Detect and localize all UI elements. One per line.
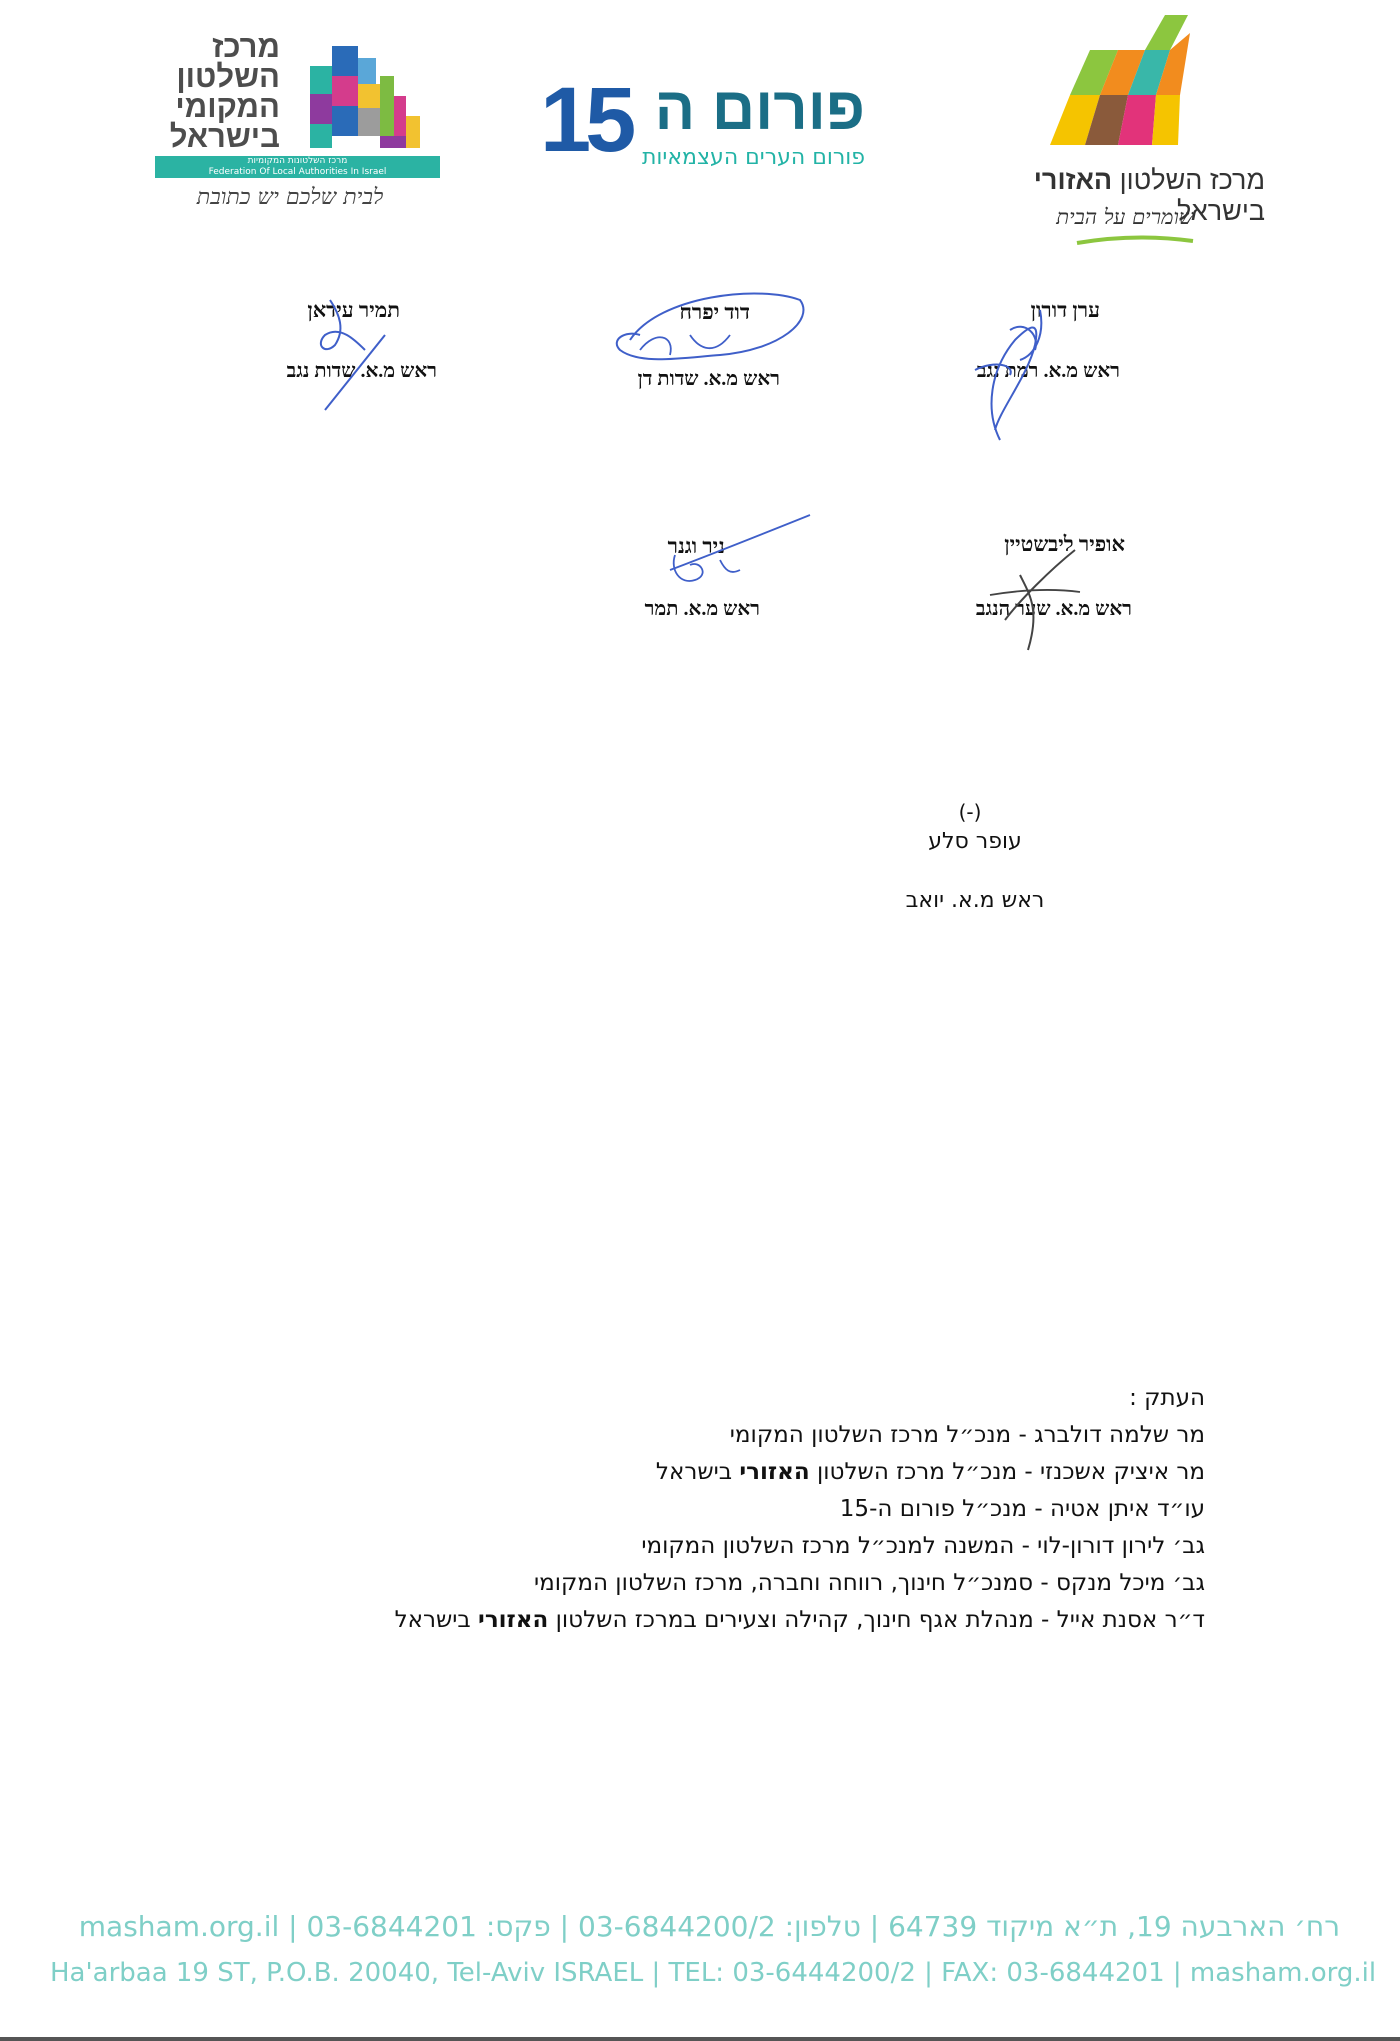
handwritten-signature: [580, 280, 820, 400]
handwritten-signature: [245, 290, 445, 420]
signatory-role: ראש מ.א. רמת נגב: [976, 360, 1120, 382]
signature-block: [600, 510, 820, 630]
bottom-rule: [0, 2037, 1400, 2041]
cc-text: מר איציק אשכנזי - מנכ״ל מרכז השלטון: [809, 1459, 1205, 1485]
cc-text: בישראל: [394, 1607, 479, 1633]
book-graphic: [1030, 15, 1200, 155]
signatory-name: ערן דורון: [1030, 298, 1100, 322]
cc-text: עו״ד איתן אטיה - מנכ״ל פורום ה-15: [839, 1496, 1205, 1522]
logo-band-hebrew: מרכז השלטונות המקומיות: [247, 156, 348, 166]
signature-block: [940, 290, 1130, 450]
cc-text: בישראל: [655, 1459, 740, 1485]
logo-local-authorities: [150, 28, 450, 228]
final-signatory-role: ראש מ.א. יואב: [905, 888, 1045, 913]
cc-line: [145, 1528, 1205, 1565]
logo-number: 15: [540, 69, 631, 171]
logo-title-line: בישראל: [169, 119, 280, 154]
cc-line: [145, 1454, 1205, 1491]
signature-block: [245, 290, 445, 420]
handwritten-signature: [600, 510, 820, 630]
footer-english-line: Ha'arbaa 19 ST, P.O.B. 20040, Tel-Aviv ISRAEL | TEL: 03-6444200/2 | FAX: 03-6844201 | masham.org.il: [50, 1958, 1377, 1988]
signatory-role: ראש מ.א. שער הנגב: [975, 598, 1132, 620]
cc-text: ד״ר אסנת אייל - מנהלת אגף חינוך, קהילה וצעירים במרכז השלטון: [548, 1607, 1205, 1633]
signatory-name: תמיר עידאן: [307, 298, 400, 322]
signature-block: [580, 280, 820, 400]
building-blocks-graphic: [280, 36, 440, 176]
cc-line: [145, 1565, 1205, 1602]
signatory-role: ראש מ.א. שדות נגב: [286, 360, 437, 382]
cc-section: [145, 1380, 1205, 1639]
cc-bold-text: האזורי: [478, 1607, 549, 1633]
cc-heading: העתק :: [1129, 1385, 1205, 1411]
signature-block: [930, 510, 1140, 660]
logo-forum-15: [540, 70, 870, 190]
signatory-name: ניר וגנר: [667, 534, 725, 558]
logo-title-prefix: מרכז השלטון: [1119, 165, 1265, 195]
swoosh-graphic: [1075, 233, 1195, 247]
logo-title-suffix: בישראל: [1176, 196, 1265, 226]
signature-mark: (-): [958, 800, 982, 824]
cc-text: מר שלמה דולברג - מנכ״ל מרכז השלטון המקומי: [729, 1422, 1205, 1448]
logo-title-line: השלטון: [176, 59, 280, 94]
logo-forum-subtitle: פורום הערים העצמאיות: [641, 145, 865, 170]
cc-line: [145, 1417, 1205, 1454]
signatory-role: ראש מ.א. שדות דן: [637, 368, 780, 390]
signatory-name: אופיר ליבשטיין: [1004, 532, 1125, 556]
logo-band: [155, 156, 440, 178]
final-signatory-name: עופר סלע: [928, 829, 1022, 854]
signatory-role: ראש מ.א. תמר: [644, 598, 760, 620]
final-signature-block: [880, 795, 1120, 915]
cc-text: גב׳ מיכל מנקס - סמנכ״ל חינוך, רווחה וחברה, מרכז השלטון המקומי: [534, 1570, 1205, 1596]
handwritten-signature: [940, 290, 1130, 450]
logo-regional-council: [955, 15, 1275, 255]
cc-bold-text: האזורי: [739, 1459, 810, 1485]
handwritten-signature: [930, 510, 1140, 660]
footer-hebrew-line: רח׳ הארבעה 19, ת״א מיקוד 64739 | טלפון: 03-6844200/2 | פקס: 03-6844201 | masham.org.il: [78, 1910, 1340, 1943]
cc-line: [145, 1491, 1205, 1528]
logo-band-english: Federation Of Local Authorities In Israel: [208, 167, 387, 177]
signatory-name: דוד יפרח: [679, 300, 750, 324]
logo-forum-title: פורום ה: [654, 75, 865, 142]
cc-text: גב׳ לירון דורון-לוי - המשנה למנכ״ל מרכז השלטון המקומי: [641, 1533, 1205, 1559]
logo-regional-slogan: שומרים על הבית: [1056, 205, 1194, 229]
logo-title-line: מרכז: [212, 29, 280, 64]
cc-line: [145, 1602, 1205, 1639]
logo-title-bold: האזורי: [1033, 165, 1113, 195]
logo-slogan: לבית שלכם יש כתובת: [196, 185, 384, 210]
logo-title-line: המקומי: [175, 89, 280, 124]
